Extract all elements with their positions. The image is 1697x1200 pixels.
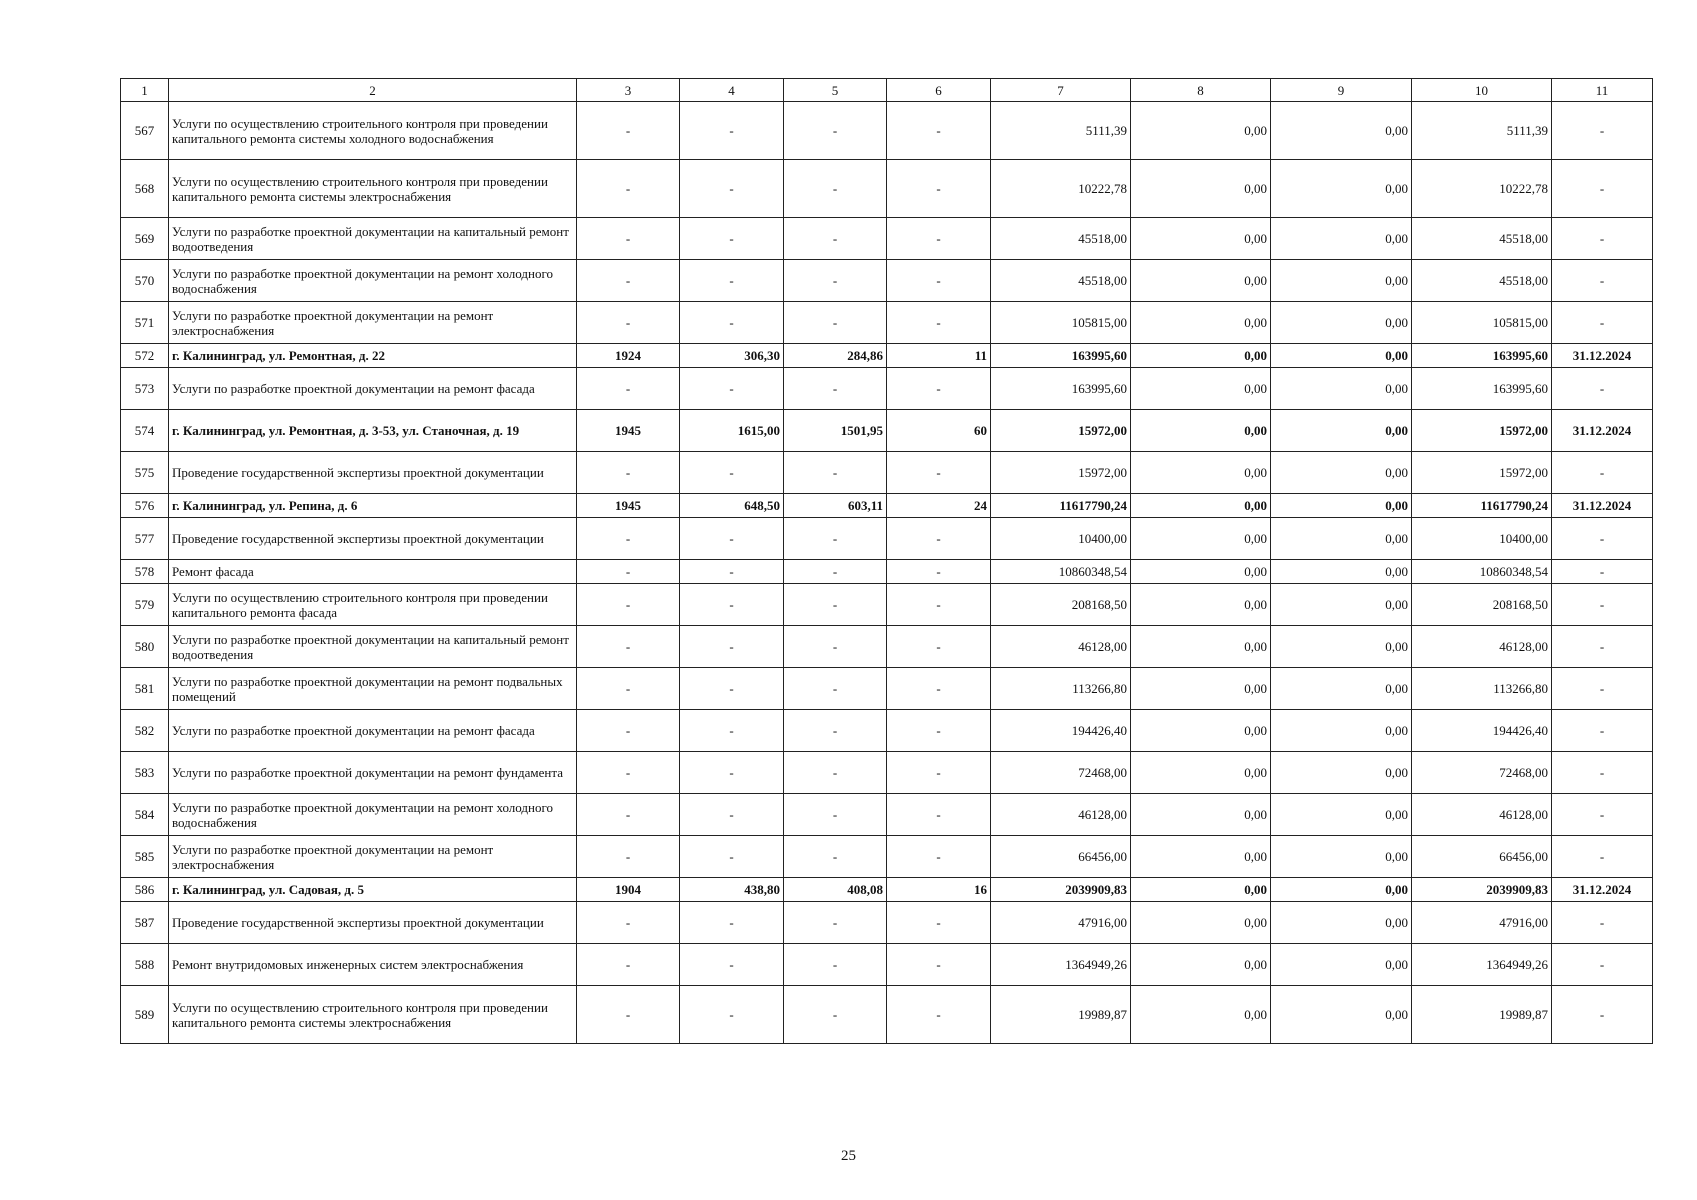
cell-cost-total: 105815,00 [991, 302, 1131, 344]
row-description: Услуги по разработке проектной документации на ремонт фундамента [169, 752, 577, 794]
cell-year: - [577, 452, 680, 494]
cell-deadline: - [1552, 260, 1653, 302]
work-row [121, 160, 1653, 218]
cell-residents: - [887, 752, 991, 794]
cell-cost-total: 15972,00 [991, 410, 1131, 452]
cell-cost-col9: 0,00 [1271, 902, 1412, 944]
cell-cost-col8: 0,00 [1131, 584, 1271, 626]
cell-cost-total: 113266,80 [991, 668, 1131, 710]
cell-residents: - [887, 902, 991, 944]
work-row [121, 944, 1653, 986]
cell-residents: - [887, 518, 991, 560]
column-number: 11 [1552, 79, 1653, 102]
row-description: г. Калининград, ул. Ремонтная, д. 3-53, ул. Станочная, д. 19 [169, 410, 577, 452]
row-number: 575 [121, 452, 169, 494]
cell-deadline: - [1552, 710, 1653, 752]
cell-cost-col9: 0,00 [1271, 626, 1412, 668]
cell-cost-col10: 194426,40 [1412, 710, 1552, 752]
cell-area-living: - [784, 902, 887, 944]
row-number: 572 [121, 344, 169, 368]
cell-area-living: - [784, 518, 887, 560]
cell-cost-col8: 0,00 [1131, 836, 1271, 878]
cell-cost-col9: 0,00 [1271, 584, 1412, 626]
cell-cost-col8: 0,00 [1131, 368, 1271, 410]
cell-year: 1945 [577, 494, 680, 518]
row-number: 570 [121, 260, 169, 302]
row-description: Услуги по разработке проектной документации на ремонт холодного водоснабжения [169, 260, 577, 302]
row-description: г. Калининград, ул. Садовая, д. 5 [169, 878, 577, 902]
cell-cost-col10: 19989,87 [1412, 986, 1552, 1044]
cell-year: - [577, 102, 680, 160]
cell-cost-col9: 0,00 [1271, 986, 1412, 1044]
work-row [121, 626, 1653, 668]
cell-cost-col8: 0,00 [1131, 902, 1271, 944]
cell-cost-col10: 11617790,24 [1412, 494, 1552, 518]
cell-cost-col10: 113266,80 [1412, 668, 1552, 710]
column-number: 4 [680, 79, 784, 102]
cell-cost-total: 10860348,54 [991, 560, 1131, 584]
cell-year: - [577, 518, 680, 560]
cell-area-total: - [680, 710, 784, 752]
cell-deadline: - [1552, 668, 1653, 710]
cell-deadline: - [1552, 560, 1653, 584]
cell-area-total: 1615,00 [680, 410, 784, 452]
cell-area-total: - [680, 944, 784, 986]
cell-area-total: - [680, 302, 784, 344]
row-number: 579 [121, 584, 169, 626]
row-description: Ремонт внутридомовых инженерных систем электроснабжения [169, 944, 577, 986]
row-number: 588 [121, 944, 169, 986]
cell-cost-col9: 0,00 [1271, 494, 1412, 518]
cell-cost-col10: 163995,60 [1412, 368, 1552, 410]
cell-cost-col8: 0,00 [1131, 102, 1271, 160]
cell-year: - [577, 584, 680, 626]
work-row [121, 518, 1653, 560]
row-number: 574 [121, 410, 169, 452]
cell-cost-col8: 0,00 [1131, 752, 1271, 794]
row-description: г. Калининград, ул. Репина, д. 6 [169, 494, 577, 518]
row-description: Услуги по разработке проектной документации на капитальный ремонт водоотведения [169, 626, 577, 668]
cell-cost-total: 46128,00 [991, 794, 1131, 836]
cell-deadline: 31.12.2024 [1552, 878, 1653, 902]
cell-area-living: - [784, 560, 887, 584]
cell-area-total: - [680, 368, 784, 410]
cell-deadline: 31.12.2024 [1552, 410, 1653, 452]
cell-cost-col10: 46128,00 [1412, 794, 1552, 836]
cell-cost-col9: 0,00 [1271, 710, 1412, 752]
cell-year: - [577, 752, 680, 794]
cell-residents: - [887, 626, 991, 668]
cell-area-total: - [680, 218, 784, 260]
cell-year: 1924 [577, 344, 680, 368]
work-row [121, 986, 1653, 1044]
work-row [121, 560, 1653, 584]
cell-area-total: - [680, 668, 784, 710]
address-row [121, 410, 1653, 452]
cell-area-living: - [784, 218, 887, 260]
cell-cost-total: 66456,00 [991, 836, 1131, 878]
column-number: 9 [1271, 79, 1412, 102]
cell-area-total: - [680, 794, 784, 836]
cell-cost-col9: 0,00 [1271, 944, 1412, 986]
cell-year: - [577, 260, 680, 302]
cell-cost-col10: 10860348,54 [1412, 560, 1552, 584]
column-number: 5 [784, 79, 887, 102]
column-number: 2 [169, 79, 577, 102]
cell-year: 1904 [577, 878, 680, 902]
cell-cost-col10: 2039909,83 [1412, 878, 1552, 902]
cell-cost-col9: 0,00 [1271, 878, 1412, 902]
row-description: Услуги по осуществлению строительного контроля при проведении капитального ремонта системы холодного водоснабжения [169, 102, 577, 160]
column-number: 3 [577, 79, 680, 102]
row-number: 576 [121, 494, 169, 518]
row-number: 583 [121, 752, 169, 794]
cell-cost-col9: 0,00 [1271, 794, 1412, 836]
cell-cost-col9: 0,00 [1271, 260, 1412, 302]
work-row [121, 302, 1653, 344]
cell-residents: - [887, 260, 991, 302]
register-sheet [120, 78, 1653, 1044]
cell-area-total: - [680, 752, 784, 794]
cell-cost-col10: 208168,50 [1412, 584, 1552, 626]
cell-cost-col9: 0,00 [1271, 368, 1412, 410]
page-number: 25 [841, 1148, 856, 1164]
work-row [121, 368, 1653, 410]
cell-residents: 60 [887, 410, 991, 452]
cell-cost-col8: 0,00 [1131, 160, 1271, 218]
cell-cost-col10: 15972,00 [1412, 410, 1552, 452]
cell-cost-total: 46128,00 [991, 626, 1131, 668]
cell-residents: - [887, 836, 991, 878]
cell-year: - [577, 986, 680, 1044]
cell-area-total: 306,30 [680, 344, 784, 368]
cell-residents: - [887, 794, 991, 836]
cell-area-living: - [784, 102, 887, 160]
cell-residents: - [887, 218, 991, 260]
cell-deadline: - [1552, 794, 1653, 836]
cell-cost-col10: 10400,00 [1412, 518, 1552, 560]
cell-year: - [577, 368, 680, 410]
row-description: Услуги по разработке проектной документации на ремонт электроснабжения [169, 836, 577, 878]
cell-area-total: - [680, 518, 784, 560]
cell-cost-col10: 66456,00 [1412, 836, 1552, 878]
cell-residents: 11 [887, 344, 991, 368]
cell-cost-col8: 0,00 [1131, 986, 1271, 1044]
cell-deadline: - [1552, 986, 1653, 1044]
cell-deadline: 31.12.2024 [1552, 494, 1653, 518]
row-description: Услуги по разработке проектной документации на ремонт фасада [169, 368, 577, 410]
cell-year: - [577, 218, 680, 260]
cell-cost-col10: 10222,78 [1412, 160, 1552, 218]
cell-area-living: - [784, 794, 887, 836]
cell-cost-total: 208168,50 [991, 584, 1131, 626]
cell-cost-total: 11617790,24 [991, 494, 1131, 518]
row-description: Услуги по разработке проектной документации на капитальный ремонт водоотведения [169, 218, 577, 260]
cell-year: - [577, 302, 680, 344]
cell-deadline: - [1552, 836, 1653, 878]
cell-deadline: 31.12.2024 [1552, 344, 1653, 368]
cell-area-total: - [680, 902, 784, 944]
cell-cost-col8: 0,00 [1131, 668, 1271, 710]
address-row [121, 878, 1653, 902]
cell-cost-col10: 46128,00 [1412, 626, 1552, 668]
cell-deadline: - [1552, 752, 1653, 794]
cell-area-total: - [680, 986, 784, 1044]
cell-cost-col8: 0,00 [1131, 626, 1271, 668]
cell-cost-total: 15972,00 [991, 452, 1131, 494]
cell-cost-col10: 105815,00 [1412, 302, 1552, 344]
cell-cost-col8: 0,00 [1131, 218, 1271, 260]
cell-cost-col10: 1364949,26 [1412, 944, 1552, 986]
register-body [121, 102, 1653, 1044]
column-number: 1 [121, 79, 169, 102]
cell-area-total: - [680, 584, 784, 626]
cell-residents: - [887, 986, 991, 1044]
row-description: Услуги по осуществлению строительного контроля при проведении капитального ремонта системы электроснабжения [169, 160, 577, 218]
column-number-row [121, 79, 1653, 102]
cell-cost-col8: 0,00 [1131, 878, 1271, 902]
cell-residents: - [887, 102, 991, 160]
address-row [121, 494, 1653, 518]
cell-year: - [577, 902, 680, 944]
cell-area-total: - [680, 260, 784, 302]
column-number: 10 [1412, 79, 1552, 102]
cell-cost-col8: 0,00 [1131, 560, 1271, 584]
row-description: г. Калининград, ул. Ремонтная, д. 22 [169, 344, 577, 368]
row-description: Услуги по разработке проектной документации на ремонт электроснабжения [169, 302, 577, 344]
cell-cost-col8: 0,00 [1131, 410, 1271, 452]
cell-cost-col9: 0,00 [1271, 102, 1412, 160]
cell-area-total: 648,50 [680, 494, 784, 518]
work-row [121, 102, 1653, 160]
work-row [121, 584, 1653, 626]
cell-cost-col9: 0,00 [1271, 218, 1412, 260]
cell-deadline: - [1552, 368, 1653, 410]
row-number: 589 [121, 986, 169, 1044]
cell-deadline: - [1552, 102, 1653, 160]
cell-year: - [577, 626, 680, 668]
work-row [121, 452, 1653, 494]
row-number: 573 [121, 368, 169, 410]
cell-cost-col10: 47916,00 [1412, 902, 1552, 944]
work-row [121, 794, 1653, 836]
cell-residents: - [887, 560, 991, 584]
cell-cost-col9: 0,00 [1271, 302, 1412, 344]
cell-cost-col10: 15972,00 [1412, 452, 1552, 494]
row-description: Услуги по осуществлению строительного контроля при проведении капитального ремонта системы электроснабжения [169, 986, 577, 1044]
cell-cost-col9: 0,00 [1271, 560, 1412, 584]
row-description: Ремонт фасада [169, 560, 577, 584]
cell-cost-col10: 45518,00 [1412, 260, 1552, 302]
cell-cost-total: 2039909,83 [991, 878, 1131, 902]
cell-cost-total: 45518,00 [991, 218, 1131, 260]
cell-area-living: - [784, 302, 887, 344]
cell-cost-col8: 0,00 [1131, 710, 1271, 752]
repair-register-table [120, 78, 1653, 1044]
row-number: 571 [121, 302, 169, 344]
row-number: 567 [121, 102, 169, 160]
cell-area-living: - [784, 584, 887, 626]
cell-cost-col9: 0,00 [1271, 836, 1412, 878]
work-row [121, 218, 1653, 260]
cell-area-total: - [680, 102, 784, 160]
work-row [121, 836, 1653, 878]
cell-cost-col9: 0,00 [1271, 518, 1412, 560]
row-number: 569 [121, 218, 169, 260]
cell-deadline: - [1552, 518, 1653, 560]
cell-cost-col8: 0,00 [1131, 452, 1271, 494]
column-number: 7 [991, 79, 1131, 102]
cell-year: 1945 [577, 410, 680, 452]
cell-cost-total: 10400,00 [991, 518, 1131, 560]
cell-residents: - [887, 160, 991, 218]
cell-area-total: - [680, 626, 784, 668]
cell-residents: 16 [887, 878, 991, 902]
cell-cost-col10: 163995,60 [1412, 344, 1552, 368]
cell-residents: 24 [887, 494, 991, 518]
cell-area-living: - [784, 668, 887, 710]
cell-deadline: - [1552, 944, 1653, 986]
cell-area-living: - [784, 260, 887, 302]
row-number: 587 [121, 902, 169, 944]
cell-residents: - [887, 668, 991, 710]
cell-cost-col9: 0,00 [1271, 344, 1412, 368]
row-number: 568 [121, 160, 169, 218]
cell-area-living: 603,11 [784, 494, 887, 518]
row-number: 584 [121, 794, 169, 836]
cell-year: - [577, 160, 680, 218]
cell-area-living: 284,86 [784, 344, 887, 368]
cell-area-living: - [784, 710, 887, 752]
cell-area-living: - [784, 452, 887, 494]
cell-cost-col8: 0,00 [1131, 344, 1271, 368]
cell-cost-col9: 0,00 [1271, 668, 1412, 710]
cell-cost-total: 45518,00 [991, 260, 1131, 302]
cell-cost-total: 5111,39 [991, 102, 1131, 160]
row-description: Услуги по разработке проектной документации на ремонт холодного водоснабжения [169, 794, 577, 836]
cell-area-living: - [784, 836, 887, 878]
cell-cost-col8: 0,00 [1131, 518, 1271, 560]
cell-cost-col9: 0,00 [1271, 752, 1412, 794]
cell-deadline: - [1552, 302, 1653, 344]
work-row [121, 902, 1653, 944]
cell-deadline: - [1552, 584, 1653, 626]
row-description: Проведение государственной экспертизы проектной документации [169, 452, 577, 494]
cell-area-living: 408,08 [784, 878, 887, 902]
cell-year: - [577, 560, 680, 584]
cell-area-living: 1501,95 [784, 410, 887, 452]
work-row [121, 752, 1653, 794]
cell-area-living: - [784, 160, 887, 218]
work-row [121, 668, 1653, 710]
work-row [121, 260, 1653, 302]
row-number: 581 [121, 668, 169, 710]
cell-year: - [577, 710, 680, 752]
cell-cost-total: 163995,60 [991, 368, 1131, 410]
row-description: Проведение государственной экспертизы проектной документации [169, 902, 577, 944]
cell-residents: - [887, 944, 991, 986]
cell-cost-total: 47916,00 [991, 902, 1131, 944]
row-description: Услуги по разработке проектной документации на ремонт фасада [169, 710, 577, 752]
cell-cost-col8: 0,00 [1131, 794, 1271, 836]
cell-cost-total: 19989,87 [991, 986, 1131, 1044]
cell-cost-col8: 0,00 [1131, 944, 1271, 986]
address-row [121, 344, 1653, 368]
row-description: Услуги по разработке проектной документации на ремонт подвальных помещений [169, 668, 577, 710]
row-number: 585 [121, 836, 169, 878]
cell-deadline: - [1552, 160, 1653, 218]
cell-year: - [577, 668, 680, 710]
cell-area-total: - [680, 836, 784, 878]
cell-residents: - [887, 368, 991, 410]
cell-cost-col10: 45518,00 [1412, 218, 1552, 260]
cell-area-total: 438,80 [680, 878, 784, 902]
cell-cost-col8: 0,00 [1131, 260, 1271, 302]
cell-year: - [577, 944, 680, 986]
cell-area-living: - [784, 752, 887, 794]
cell-residents: - [887, 302, 991, 344]
cell-residents: - [887, 710, 991, 752]
cell-cost-total: 1364949,26 [991, 944, 1131, 986]
cell-cost-col9: 0,00 [1271, 160, 1412, 218]
cell-area-living: - [784, 626, 887, 668]
cell-cost-total: 163995,60 [991, 344, 1131, 368]
cell-cost-col9: 0,00 [1271, 410, 1412, 452]
cell-area-living: - [784, 368, 887, 410]
cell-year: - [577, 794, 680, 836]
cell-cost-col8: 0,00 [1131, 302, 1271, 344]
row-description: Проведение государственной экспертизы проектной документации [169, 518, 577, 560]
row-number: 578 [121, 560, 169, 584]
cell-area-living: - [784, 944, 887, 986]
work-row [121, 710, 1653, 752]
cell-area-total: - [680, 160, 784, 218]
cell-deadline: - [1552, 902, 1653, 944]
cell-cost-total: 194426,40 [991, 710, 1131, 752]
cell-cost-total: 72468,00 [991, 752, 1131, 794]
cell-deadline: - [1552, 218, 1653, 260]
cell-cost-col9: 0,00 [1271, 452, 1412, 494]
row-number: 586 [121, 878, 169, 902]
cell-cost-col8: 0,00 [1131, 494, 1271, 518]
cell-cost-col10: 5111,39 [1412, 102, 1552, 160]
column-number: 6 [887, 79, 991, 102]
cell-cost-total: 10222,78 [991, 160, 1131, 218]
row-number: 577 [121, 518, 169, 560]
cell-deadline: - [1552, 626, 1653, 668]
cell-residents: - [887, 452, 991, 494]
cell-deadline: - [1552, 452, 1653, 494]
cell-area-total: - [680, 560, 784, 584]
row-description: Услуги по осуществлению строительного контроля при проведении капитального ремонта фасада [169, 584, 577, 626]
cell-residents: - [887, 584, 991, 626]
column-number: 8 [1131, 79, 1271, 102]
cell-area-living: - [784, 986, 887, 1044]
row-number: 582 [121, 710, 169, 752]
cell-cost-col10: 72468,00 [1412, 752, 1552, 794]
cell-year: - [577, 836, 680, 878]
cell-area-total: - [680, 452, 784, 494]
row-number: 580 [121, 626, 169, 668]
